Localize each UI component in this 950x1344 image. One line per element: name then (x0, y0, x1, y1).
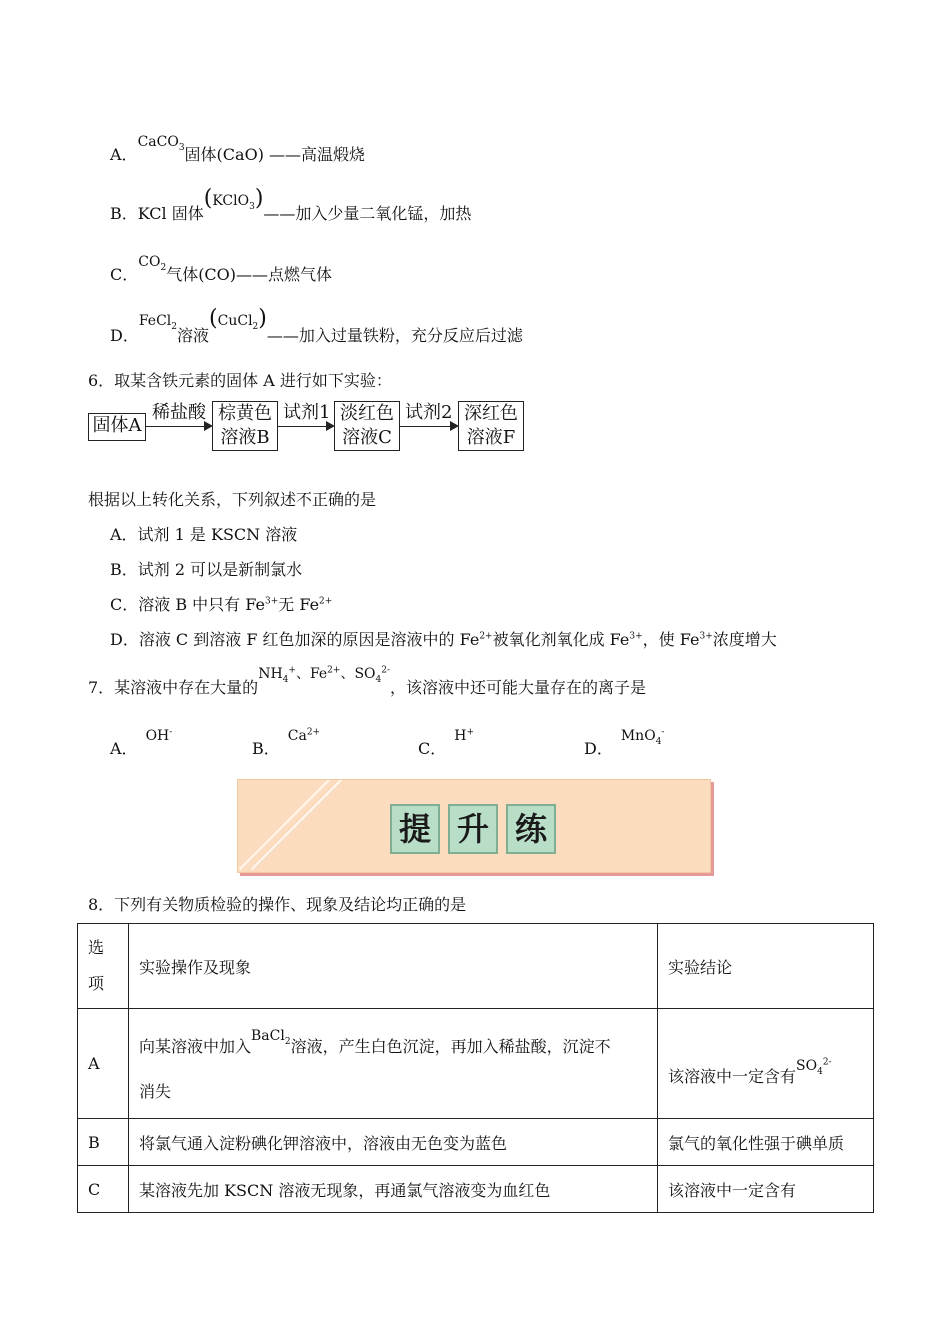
flow-arrow-3-label: 试剂2 (405, 402, 453, 423)
row-a-conclusion: 该溶液中一定含有$SO_4^{2-}$ (658, 1009, 874, 1119)
header-conclusion: 实验结论 (658, 924, 874, 1009)
q5-c-formula: $CO_2$ (138, 254, 167, 273)
table-row (78, 1119, 874, 1166)
row-c-operation: 某溶液先加 KSCN 溶液无现象，再通氯气溶液变为血红色 (129, 1166, 658, 1213)
q5-a-formula: CaCO$_3$ (137, 134, 185, 153)
q5-c-rest: 气体(CO)——点燃气体 (166, 265, 333, 284)
q5-d-rest: ——加入过量铁粉，充分反应后过滤 (266, 326, 523, 345)
q7-option-b: B．$Ca^{2+}$ (252, 727, 321, 758)
q5-d-mid: 溶液 (177, 326, 210, 345)
row-a-operation: 向某溶液中加入BaCl$_2$溶液，产生白色沉淀，再加入稀盐酸，沉淀不 消失 (129, 1009, 658, 1119)
row-b-operation: 将氯气通入淀粉碘化钾溶液中，溶液由无色变为蓝色 (129, 1119, 658, 1166)
q8-table (77, 923, 874, 1213)
banner-char-3: 练 (506, 804, 556, 854)
q5-a-label: A． (110, 145, 138, 164)
q5-d-impurity: (CuCl$_2$) (209, 306, 267, 333)
q7-option-c: C．H+ (418, 727, 475, 758)
q5-c-label: C． (110, 265, 139, 284)
q5-d-formula: FeCl$_2$ (138, 313, 178, 332)
q7-option-a: A．OH- (110, 727, 173, 758)
q7-ion-ammonium: $NH_4^+$ (258, 665, 296, 685)
flow-box-solution-c: 淡红色 溶液C (334, 401, 400, 451)
q7-ion-sulfate: $SO_4^{2-}$ (354, 665, 391, 685)
q6-question: 根据以上转化关系，下列叙述不正确的是 (88, 490, 377, 509)
table-header-row (78, 924, 874, 1009)
q5-a-rest: 固体(CaO) ——高温煅烧 (184, 145, 366, 164)
q6-option-b: B．试剂 2 可以是新制氯水 (110, 560, 303, 579)
q5-b-impurity: (KClO$_3$) (203, 186, 264, 213)
row-b-option: B (78, 1119, 129, 1166)
flow-arrow-2-label: 试剂1 (283, 402, 331, 423)
row-c-conclusion: 该溶液中一定含有 (658, 1166, 874, 1213)
q5-option-a (110, 128, 366, 164)
q6-stem: 6．取某含铁元素的固体 A 进行如下实验： (88, 371, 392, 390)
flow-arrow-1-label: 稀盐酸 (152, 402, 206, 423)
q6-option-a: A．试剂 1 是 KSCN 溶液 (110, 525, 298, 544)
flow-arrow-1 (145, 426, 211, 427)
q8-stem: 8．下列有关物质检验的操作、现象及结论均正确的是 (88, 895, 467, 914)
flow-box-solid-a: 固体A (88, 413, 146, 441)
q5-b-rest: ——加入少量二氧化锰，加热 (263, 204, 472, 223)
flow-box-solution-b: 棕黄色 溶液B (212, 401, 278, 451)
header-option: 选 项 (78, 924, 129, 1009)
q5-d-label: D． (110, 326, 139, 345)
row-c-option: C (78, 1166, 129, 1213)
q7-option-d: D．MnO$_4$- (584, 727, 665, 758)
q5-b-label: B．KCl 固体 (110, 204, 204, 223)
row-b-conclusion: 氯气的氧化性强于碘单质 (658, 1119, 874, 1166)
q6-option-d: D．溶液 C 到溶液 F 红色加深的原因是溶液中的 $Fe^{2+}$被氧化剂氧化成 $Fe^{3+}$，使 $Fe^{3+}$浓度增大 (110, 630, 777, 649)
section-banner-practice (237, 779, 711, 873)
row-a-option: A (78, 1009, 129, 1119)
q5-option-b (110, 186, 472, 223)
table-row (78, 1166, 874, 1213)
q5-option-d (110, 306, 523, 345)
flow-arrow-3 (399, 426, 457, 427)
table-row (78, 1009, 874, 1119)
q6-option-c: C．溶液 B 中只有 $Fe^{3+}$无 $Fe^{2+}$ (110, 595, 333, 614)
flow-box-solution-f: 深红色 溶液F (458, 401, 524, 451)
q7-ion-fe2: $Fe^{2+}$ (309, 665, 341, 682)
flow-arrow-2 (277, 426, 333, 427)
header-operation: 实验操作及现象 (129, 924, 658, 1009)
q7-stem: 7．某溶液中存在大量的$NH_4^+$、$Fe^{2+}$、$SO_4^{2-}$，该溶液中还可能大量存在的离子是 (88, 665, 647, 697)
banner-char-2: 升 (448, 804, 498, 854)
banner-char-1: 提 (390, 804, 440, 854)
q5-option-c (110, 248, 333, 284)
